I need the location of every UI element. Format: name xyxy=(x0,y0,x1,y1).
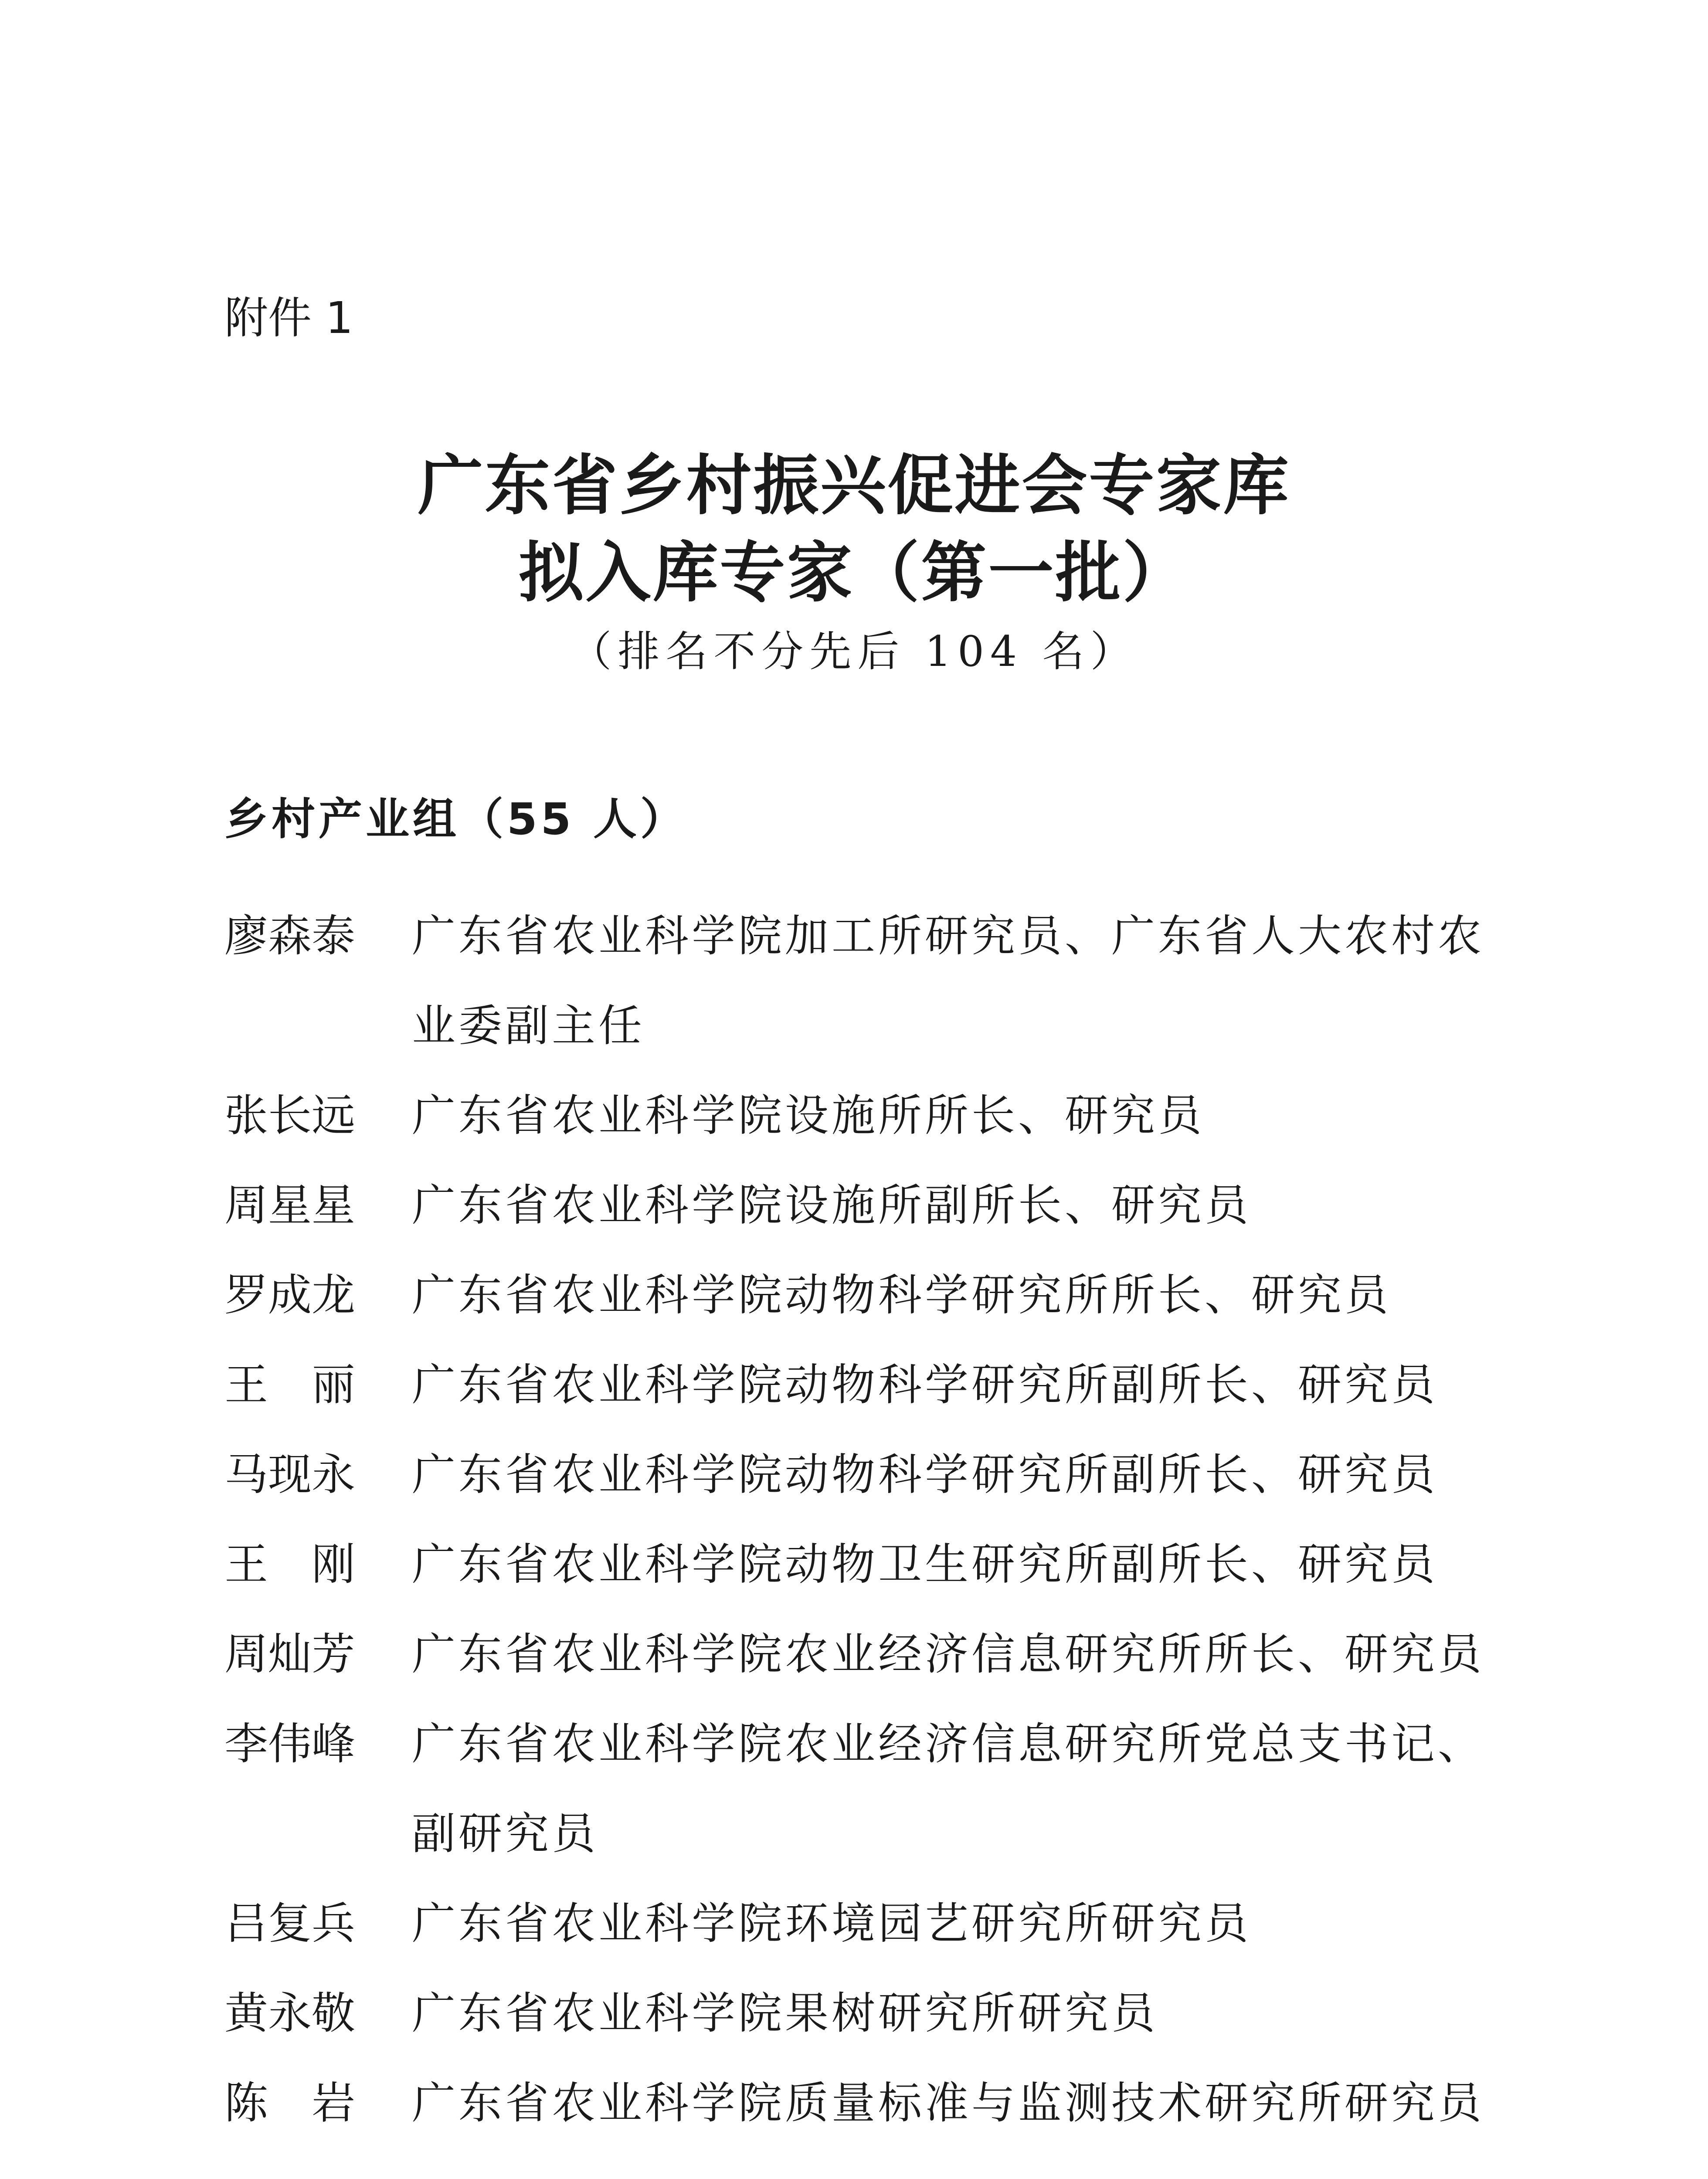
expert-entry xyxy=(224,891,1576,1071)
expert-name: 李伟峰 xyxy=(224,1718,355,1769)
expert-entry xyxy=(224,1879,1576,1969)
expert-entry xyxy=(224,1609,1576,1699)
expert-title: 广东省农业科学院加工所研究员、广东省人大农村农业委副主任 xyxy=(412,910,1484,1051)
expert-name: 王 丽 xyxy=(224,1359,355,1410)
expert-name: 吕复兵 xyxy=(224,1898,355,1949)
expert-entry xyxy=(224,1430,1576,1520)
expert-title: 广东省农业科学院农业经济信息研究所所长、研究员 xyxy=(412,1629,1484,1680)
expert-name: 张长远 xyxy=(224,1090,355,1141)
attachment-label: 附件 1 xyxy=(224,292,353,343)
expert-name: 马现永 xyxy=(224,1449,355,1500)
expert-name: 黄永敬 xyxy=(224,1988,355,2039)
expert-title: 广东省农业科学院环境园艺研究所研究员 xyxy=(412,1898,1251,1949)
expert-name: 罗成龙 xyxy=(224,1269,355,1320)
expert-entry xyxy=(224,1071,1576,1161)
expert-entry xyxy=(224,1161,1576,1250)
expert-entry xyxy=(224,2058,1576,2148)
expert-name: 廖森泰 xyxy=(224,910,355,961)
expert-title: 广东省农业科学院设施所副所长、研究员 xyxy=(412,1180,1251,1231)
expert-title: 广东省农业科学院农业经济信息研究所党总支书记、副研究员 xyxy=(412,1718,1484,1859)
expert-name: 王 刚 xyxy=(224,1539,355,1590)
expert-roster xyxy=(224,891,1576,2148)
expert-entry xyxy=(224,1250,1576,1340)
document-title-line-1: 广东省乡村振兴促进会专家库 xyxy=(418,448,1290,524)
expert-name: 周灿芳 xyxy=(224,1629,355,1680)
group-heading: 乡村产业组（55 人） xyxy=(224,794,687,845)
expert-entry xyxy=(224,1340,1576,1430)
expert-name: 周星星 xyxy=(224,1180,355,1231)
expert-title: 广东省农业科学院设施所所长、研究员 xyxy=(412,1090,1205,1141)
expert-title: 广东省农业科学院果树研究所研究员 xyxy=(412,1988,1158,2039)
document-subtitle: （排名不分先后 104 名） xyxy=(570,627,1138,676)
expert-title: 广东省农业科学院动物卫生研究所副所长、研究员 xyxy=(412,1539,1438,1590)
expert-entry xyxy=(224,1520,1576,1609)
expert-entry xyxy=(224,1969,1576,2058)
expert-entry xyxy=(224,1699,1576,1879)
document-title-line-2: 拟入库专家（第一批） xyxy=(518,535,1190,611)
expert-title: 广东省农业科学院动物科学研究所副所长、研究员 xyxy=(412,1359,1438,1410)
expert-title: 广东省农业科学院动物科学研究所所长、研究员 xyxy=(412,1269,1391,1320)
expert-title: 广东省农业科学院动物科学研究所副所长、研究员 xyxy=(412,1449,1438,1500)
expert-name: 陈 岩 xyxy=(224,2077,355,2128)
expert-title: 广东省农业科学院质量标准与监测技术研究所研究员 xyxy=(412,2077,1484,2128)
